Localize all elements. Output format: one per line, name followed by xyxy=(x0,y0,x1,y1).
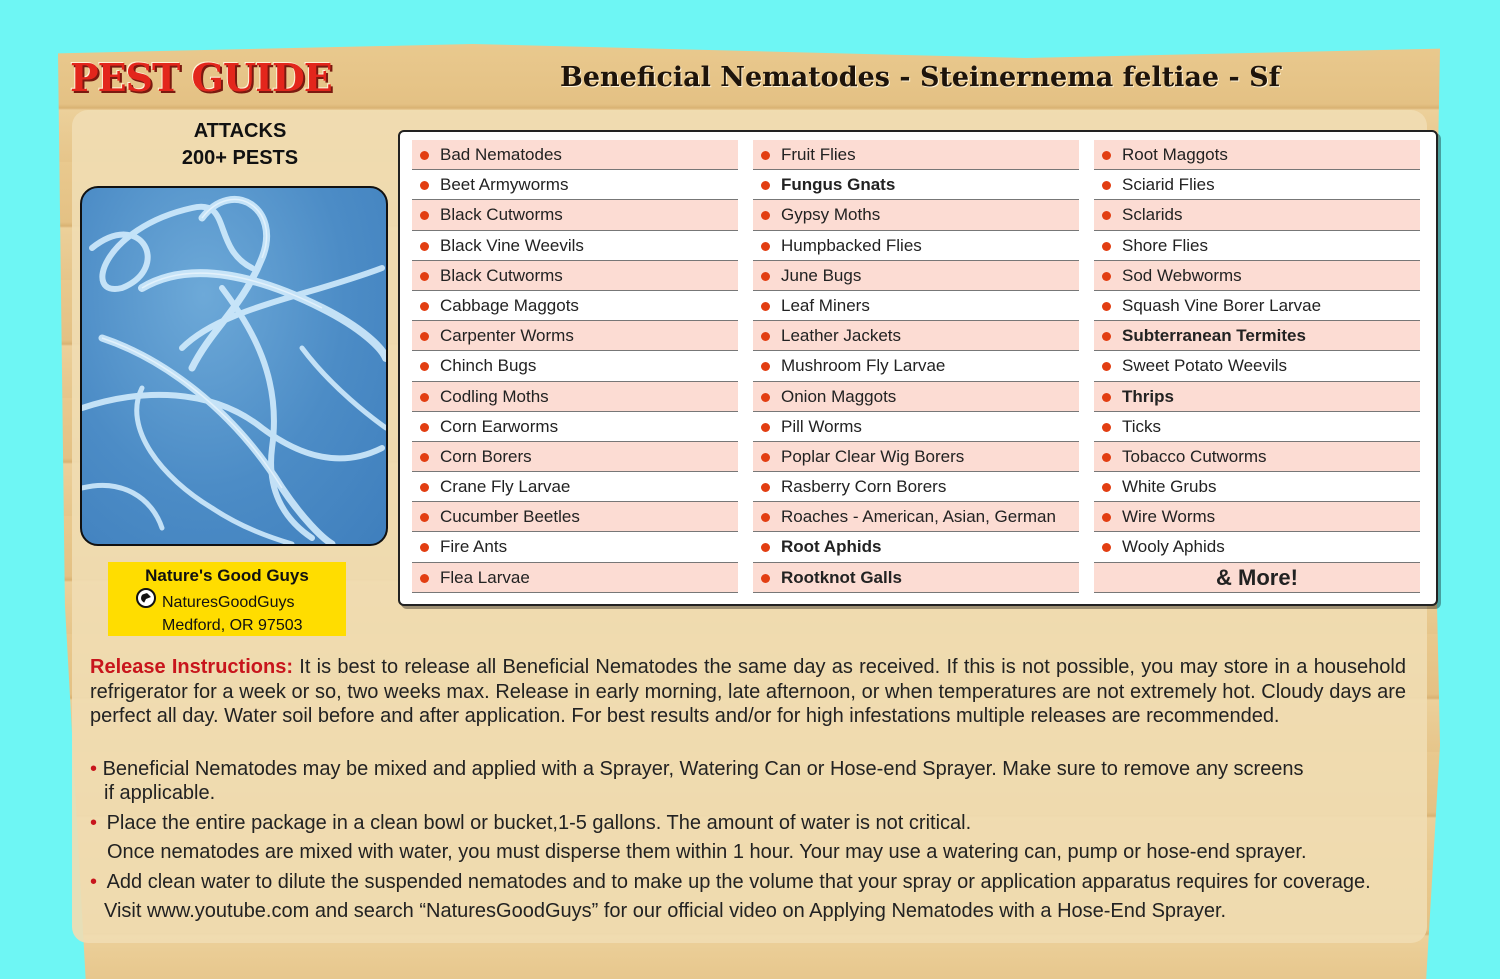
bullet-dot-icon xyxy=(761,151,770,160)
list-item: Black Cutworms xyxy=(412,200,738,230)
instruction-bullet-2 xyxy=(90,811,971,836)
bullet-dot-icon xyxy=(1102,332,1111,341)
bullet-dot-icon xyxy=(1102,362,1111,371)
bullet-dot-icon xyxy=(761,513,770,522)
list-item: Ticks xyxy=(1094,412,1420,442)
brand-website: NaturesGoodGuys xyxy=(162,594,295,611)
instruction-bullet-1 xyxy=(90,757,1304,782)
list-item: Sclarids xyxy=(1094,200,1420,230)
more-label: & More! xyxy=(1094,563,1420,593)
list-item: Crane Fly Larvae xyxy=(412,472,738,502)
bullet-dot-icon xyxy=(1102,151,1111,160)
list-item: Cabbage Maggots xyxy=(412,291,738,321)
bullet-dot-icon: • xyxy=(90,871,98,893)
list-item: White Grubs xyxy=(1094,472,1420,502)
bullet-dot-icon xyxy=(761,302,770,311)
list-item: Pill Worms xyxy=(753,412,1079,442)
attacks-line-2: 200+ PESTS xyxy=(181,147,299,169)
bullet-dot-icon xyxy=(420,302,429,311)
list-item: Corn Borers xyxy=(412,442,738,472)
list-item: Fungus Gnats xyxy=(753,170,1079,200)
bullet-dot-icon xyxy=(420,181,429,190)
list-item: Subterranean Termites xyxy=(1094,321,1420,351)
list-item: Black Vine Weevils xyxy=(412,231,738,261)
list-item: Chinch Bugs xyxy=(412,351,738,381)
bullet-dot-icon xyxy=(420,513,429,522)
nematode-photo xyxy=(80,186,388,546)
list-item: Carpenter Worms xyxy=(412,321,738,351)
bullet-dot-icon: • xyxy=(90,812,98,834)
list-item: Gypsy Moths xyxy=(753,200,1079,230)
instruction-bullet-3 xyxy=(90,870,1371,895)
instructions-heading: Release Instructions: xyxy=(90,656,293,678)
bullet-dot-icon xyxy=(761,362,770,371)
bullet-2-line-1: Place the entire package in a clean bowl or bucket,1-5 gallons. The amount of water is not critical. xyxy=(106,812,972,834)
list-item: Cucumber Beetles xyxy=(412,502,738,532)
list-item: Leather Jackets xyxy=(753,321,1079,351)
bullet-dot-icon xyxy=(761,483,770,492)
bullet-dot-icon xyxy=(1102,211,1111,220)
bullet-dot-icon xyxy=(1102,181,1111,190)
bullet-dot-icon xyxy=(761,272,770,281)
list-item: Rasberry Corn Borers xyxy=(753,472,1079,502)
bullet-dot-icon: • xyxy=(90,758,98,780)
bullet-dot-icon xyxy=(420,574,429,583)
bullet-dot-icon xyxy=(420,393,429,402)
attacks-label xyxy=(140,118,340,172)
bullet-dot-icon xyxy=(1102,423,1111,432)
bullet-dot-icon xyxy=(761,181,770,190)
list-item: Flea Larvae xyxy=(412,563,738,593)
bullet-dot-icon xyxy=(761,242,770,251)
list-item: Sod Webworms xyxy=(1094,261,1420,291)
bullet-dot-icon xyxy=(1102,393,1111,402)
list-item: Codling Moths xyxy=(412,382,738,412)
bullet-3-line-2: Visit www.youtube.com and search “NaturesGoodGuys” for our official video on Applying Nematodes with a Hose-End Sprayer. xyxy=(104,900,1227,922)
bullet-dot-icon xyxy=(1102,453,1111,462)
bullet-dot-icon xyxy=(1102,242,1111,251)
list-item: Sciarid Flies xyxy=(1094,170,1420,200)
list-item: Leaf Miners xyxy=(753,291,1079,321)
bullet-dot-icon xyxy=(420,362,429,371)
list-item: Fire Ants xyxy=(412,532,738,562)
list-item: Wire Worms xyxy=(1094,502,1420,532)
bullet-dot-icon xyxy=(1102,543,1111,552)
bullet-dot-icon xyxy=(420,242,429,251)
list-item: Root Aphids xyxy=(753,532,1079,562)
instructions-body: It is best to release all Beneficial Nematodes the same day as received. If this is not possible, you may store in a household refrigerator for a week or so, two weeks max. Release in early morning, late afternoon, or when temperatures are not extremely hot. Cloudy days are perfect all day. Water soil before and after application. For best results and/or for high infestations multiple releases are recommended. xyxy=(90,656,1406,727)
bullet-dot-icon xyxy=(1102,483,1111,492)
bullet-dot-icon xyxy=(1102,272,1111,281)
product-title: Beneficial Nematodes - Steinernema feltiae - Sf xyxy=(560,62,1281,93)
bullet-dot-icon xyxy=(761,574,770,583)
brand-location: Medford, OR 97503 xyxy=(162,617,303,634)
bullet-3-line-1: Add clean water to dilute the suspended nematodes and to make up the volume that your spray or application apparatus requires for coverage. xyxy=(106,871,1371,893)
globe-icon xyxy=(136,588,156,608)
release-instructions xyxy=(90,655,1406,729)
bullet-dot-icon xyxy=(761,423,770,432)
bullet-dot-icon xyxy=(420,332,429,341)
bullet-dot-icon xyxy=(420,272,429,281)
brand-box xyxy=(108,562,346,636)
list-item: Thrips xyxy=(1094,382,1420,412)
list-item: Wooly Aphids xyxy=(1094,532,1420,562)
list-item: Roaches - American, Asian, German xyxy=(753,502,1079,532)
list-item: Rootknot Galls xyxy=(753,563,1079,593)
bullet-dot-icon xyxy=(420,453,429,462)
pest-list xyxy=(398,130,1438,606)
pest-column-1 xyxy=(412,140,738,593)
bullet-dot-icon xyxy=(761,543,770,552)
bullet-dot-icon xyxy=(761,453,770,462)
list-item: Corn Earworms xyxy=(412,412,738,442)
list-item: Poplar Clear Wig Borers xyxy=(753,442,1079,472)
list-item: Bad Nematodes xyxy=(412,140,738,170)
nematode-illustration xyxy=(82,188,386,544)
pest-guide-title: PEST GUIDE xyxy=(70,55,332,100)
attacks-line-1: ATTACKS xyxy=(193,120,287,142)
bullet-dot-icon xyxy=(1102,302,1111,311)
bullet-dot-icon xyxy=(420,543,429,552)
bullet-dot-icon xyxy=(420,211,429,220)
bullet-dot-icon xyxy=(761,393,770,402)
bullet-2-line-2: Once nematodes are mixed with water, you must disperse them within 1 hour. Your may use a watering can, pump or hose-end sprayer. xyxy=(107,841,1307,863)
list-item: Humpbacked Flies xyxy=(753,231,1079,261)
brand-name: Nature's Good Guys xyxy=(145,566,309,585)
pest-column-2 xyxy=(753,140,1079,593)
bullet-1-line-1: Beneficial Nematodes may be mixed and applied with a Sprayer, Watering Can or Hose-end Sprayer. Make sure to remove any screens xyxy=(102,758,1304,780)
list-item: Root Maggots xyxy=(1094,140,1420,170)
bullet-dot-icon xyxy=(420,483,429,492)
list-item: Sweet Potato Weevils xyxy=(1094,351,1420,381)
list-item: June Bugs xyxy=(753,261,1079,291)
bullet-dot-icon xyxy=(761,332,770,341)
list-item: Shore Flies xyxy=(1094,231,1420,261)
bullet-dot-icon xyxy=(761,211,770,220)
list-item: Mushroom Fly Larvae xyxy=(753,351,1079,381)
list-item: Squash Vine Borer Larvae xyxy=(1094,291,1420,321)
pest-column-3 xyxy=(1094,140,1420,593)
bullet-dot-icon xyxy=(420,151,429,160)
bullet-dot-icon xyxy=(1102,513,1111,522)
list-item: Tobacco Cutworms xyxy=(1094,442,1420,472)
bullet-1-line-2: if applicable. xyxy=(104,782,216,804)
list-item: Black Cutworms xyxy=(412,261,738,291)
list-item: Fruit Flies xyxy=(753,140,1079,170)
list-item: Onion Maggots xyxy=(753,382,1079,412)
bullet-dot-icon xyxy=(420,423,429,432)
list-item: Beet Armyworms xyxy=(412,170,738,200)
